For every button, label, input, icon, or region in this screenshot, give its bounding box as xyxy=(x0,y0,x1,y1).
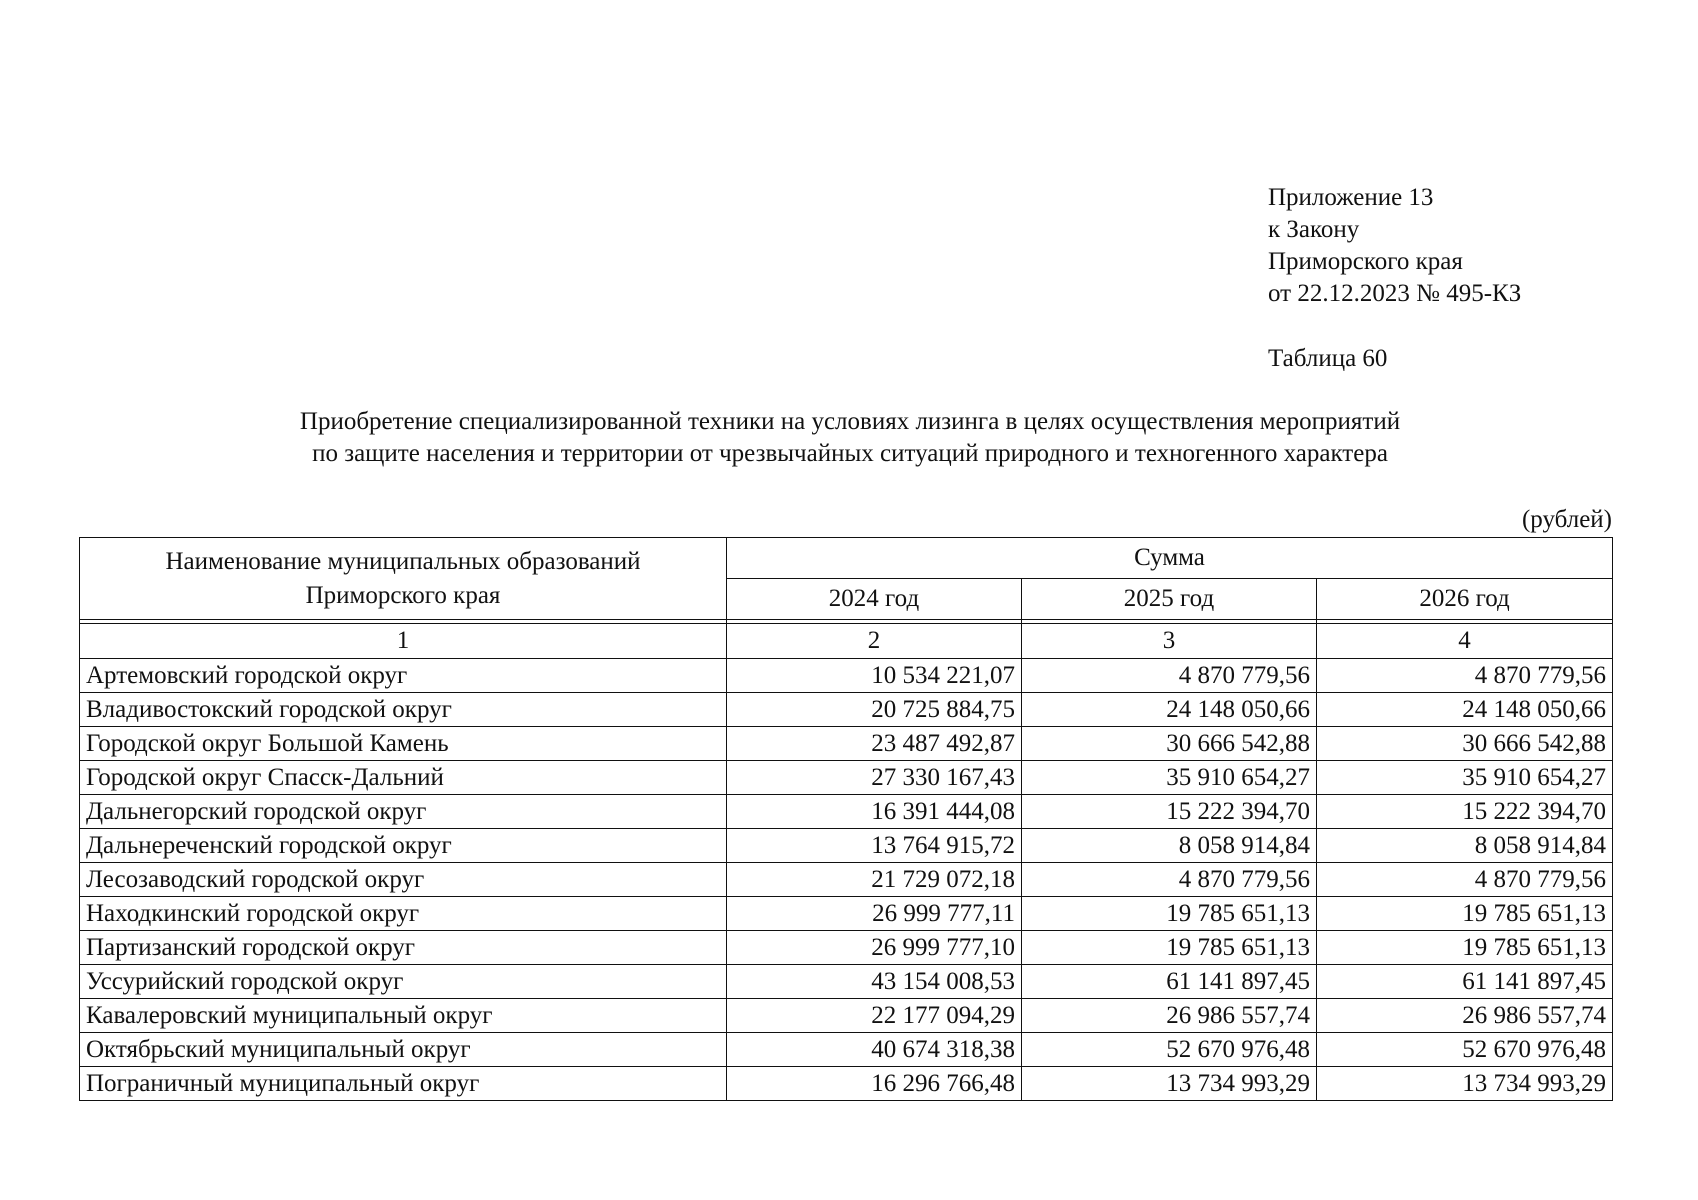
amount-2025: 15 222 394,70 xyxy=(1022,795,1317,829)
table-row xyxy=(80,999,1613,1033)
municipality-name: Городской округ Большой Камень xyxy=(80,727,727,761)
amount-2026: 35 910 654,27 xyxy=(1317,761,1613,795)
table-row xyxy=(80,829,1613,863)
municipality-name: Дальнереченский городской округ xyxy=(80,829,727,863)
header-year: 2026 год xyxy=(1317,579,1613,620)
municipality-name: Городской округ Спасск-Дальний xyxy=(80,761,727,795)
amount-2026: 19 785 651,13 xyxy=(1317,931,1613,965)
table-row xyxy=(80,1033,1613,1067)
amount-2025: 19 785 651,13 xyxy=(1022,931,1317,965)
amount-2026: 13 734 993,29 xyxy=(1317,1067,1613,1101)
column-number: 2 xyxy=(727,624,1022,659)
municipality-name: Октябрьский муниципальный округ xyxy=(80,1033,727,1067)
amount-2024: 21 729 072,18 xyxy=(727,863,1022,897)
amount-2024: 16 391 444,08 xyxy=(727,795,1022,829)
amount-2024: 40 674 318,38 xyxy=(727,1033,1022,1067)
amount-2025: 30 666 542,88 xyxy=(1022,727,1317,761)
column-number-row xyxy=(80,624,1613,659)
amount-2024: 23 487 492,87 xyxy=(727,727,1022,761)
amount-2024: 26 999 777,10 xyxy=(727,931,1022,965)
header-municipality-line: Наименование муниципальных образований xyxy=(165,547,641,575)
amount-2025: 61 141 897,45 xyxy=(1022,965,1317,999)
municipality-name: Артемовский городской округ xyxy=(80,659,727,693)
amount-2024: 43 154 008,53 xyxy=(727,965,1022,999)
table-row xyxy=(80,761,1613,795)
amount-2026: 24 148 050,66 xyxy=(1317,693,1613,727)
header-municipality-line: Приморского края xyxy=(305,581,501,609)
amount-2026: 15 222 394,70 xyxy=(1317,795,1613,829)
amount-2025: 13 734 993,29 xyxy=(1022,1067,1317,1101)
header-year: 2024 год xyxy=(727,579,1022,620)
amount-2026: 30 666 542,88 xyxy=(1317,727,1613,761)
header-year: 2025 год xyxy=(1022,579,1317,620)
table-row xyxy=(80,1067,1613,1101)
budget-table xyxy=(79,537,1613,1101)
table-row xyxy=(80,659,1613,693)
municipality-name: Владивостокский городской округ xyxy=(80,693,727,727)
amount-2025: 52 670 976,48 xyxy=(1022,1033,1317,1067)
municipality-name: Дальнегорский городской округ xyxy=(80,795,727,829)
table-row xyxy=(80,897,1613,931)
units-label: (рублей) xyxy=(1521,506,1612,533)
header-row xyxy=(80,538,1613,579)
amount-2026: 8 058 914,84 xyxy=(1317,829,1613,863)
header-sum: Сумма xyxy=(727,538,1613,579)
amount-2025: 24 148 050,66 xyxy=(1022,693,1317,727)
table-number: Таблица 60 xyxy=(1268,345,1388,372)
amount-2025: 8 058 914,84 xyxy=(1022,829,1317,863)
amount-2025: 26 986 557,74 xyxy=(1022,999,1317,1033)
amount-2025: 19 785 651,13 xyxy=(1022,897,1317,931)
column-number: 4 xyxy=(1317,624,1613,659)
appendix-block xyxy=(1268,182,1521,310)
title-line: Приобретение специализированной техники на условиях лизинга в целях осуществления мероприятий xyxy=(299,408,1401,435)
table-row xyxy=(80,965,1613,999)
title-line: по защите населения и территории от чрезвычайных ситуаций природного и техногенного характера xyxy=(312,440,1388,467)
header-municipality xyxy=(80,538,727,620)
amount-2024: 20 725 884,75 xyxy=(727,693,1022,727)
appendix-line: к Закону xyxy=(1268,216,1360,243)
amount-2026: 61 141 897,45 xyxy=(1317,965,1613,999)
amount-2024: 22 177 094,29 xyxy=(727,999,1022,1033)
amount-2025: 4 870 779,56 xyxy=(1022,659,1317,693)
amount-2024: 16 296 766,48 xyxy=(727,1067,1022,1101)
municipality-name: Пограничный муниципальный округ xyxy=(80,1067,727,1101)
municipality-name: Партизанский городской округ xyxy=(80,931,727,965)
column-number: 3 xyxy=(1022,624,1317,659)
amount-2026: 52 670 976,48 xyxy=(1317,1033,1613,1067)
appendix-line: Приложение 13 xyxy=(1268,184,1434,211)
municipality-name: Лесозаводский городской округ xyxy=(80,863,727,897)
appendix-line: от 22.12.2023 № 495-КЗ xyxy=(1268,280,1522,307)
amount-2025: 35 910 654,27 xyxy=(1022,761,1317,795)
amount-2024: 13 764 915,72 xyxy=(727,829,1022,863)
amount-2024: 10 534 221,07 xyxy=(727,659,1022,693)
table-row xyxy=(80,863,1613,897)
amount-2026: 4 870 779,56 xyxy=(1317,863,1613,897)
amount-2025: 4 870 779,56 xyxy=(1022,863,1317,897)
table-row xyxy=(80,727,1613,761)
column-number: 1 xyxy=(80,624,727,659)
amount-2024: 26 999 777,11 xyxy=(727,897,1022,931)
document-title xyxy=(80,406,1620,470)
amount-2026: 4 870 779,56 xyxy=(1317,659,1613,693)
table-row xyxy=(80,795,1613,829)
table-row xyxy=(80,693,1613,727)
amount-2026: 26 986 557,74 xyxy=(1317,999,1613,1033)
municipality-name: Находкинский городской округ xyxy=(80,897,727,931)
municipality-name: Кавалеровский муниципальный округ xyxy=(80,999,727,1033)
amount-2024: 27 330 167,43 xyxy=(727,761,1022,795)
appendix-line: Приморского края xyxy=(1268,248,1463,275)
amount-2026: 19 785 651,13 xyxy=(1317,897,1613,931)
municipality-name: Уссурийский городской округ xyxy=(80,965,727,999)
table-row xyxy=(80,931,1613,965)
